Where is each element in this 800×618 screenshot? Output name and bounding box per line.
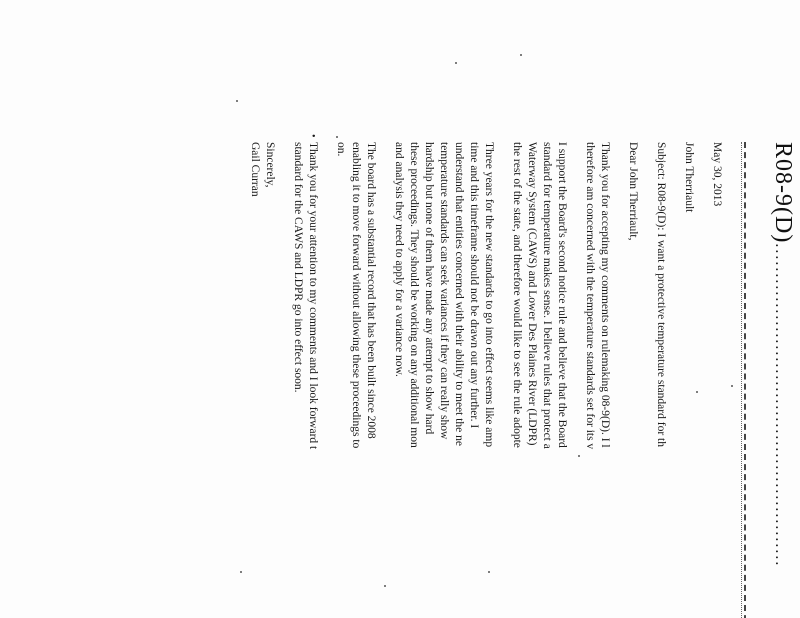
- paragraph-line: the rest of the state, and therefore would like to see the rule adopte: [511, 142, 523, 448]
- paragraph: [582, 142, 612, 618]
- paragraph-line: Waterway System (CAWS) and Lower Des Plaines River (LDPR): [526, 142, 538, 446]
- paragraph: [333, 142, 378, 618]
- paragraph: [509, 142, 569, 618]
- paragraph-line: and analysis they need to apply for a variance now.: [393, 142, 405, 377]
- scan-speck: [240, 571, 242, 573]
- paragraph-line: enabling it to move forward without allowing these proceedings to: [350, 142, 362, 449]
- closing: Sincerely,: [264, 142, 276, 188]
- letter-date: May 30, 2013: [711, 142, 723, 207]
- letter-text: [247, 134, 724, 618]
- header-rule: [744, 142, 746, 618]
- scan-speck: [236, 100, 238, 102]
- paragraph-line: hardship but none of them have made any attempt to show hard: [423, 142, 435, 435]
- header-rule-secondary: [741, 142, 742, 618]
- paragraph-line: I support the Board's second notice rule and believe that the Board: [556, 142, 568, 448]
- signature-name: Gail Curran: [249, 142, 261, 197]
- paragraph-line: time and this timeframe should not be drawn out any further. I: [468, 142, 480, 429]
- subject-line: Subject: R08-9(D): I want a protective temperature standard for th: [655, 142, 667, 447]
- salutation: Dear John Therriault,: [627, 142, 639, 241]
- paragraph: [391, 142, 496, 618]
- paragraph-line: Three years for the new standards to go into effect seems like amp: [483, 142, 495, 448]
- scan-speck: [520, 54, 522, 56]
- header-dots: ......................................................: [772, 243, 789, 568]
- document-header: [769, 142, 796, 567]
- scan-speck: [455, 62, 457, 64]
- paragraph: [290, 134, 320, 618]
- paragraph-line: Thank you for your attention to my comments and I look forward t: [307, 142, 319, 450]
- paragraph-line: Thank you for accepting my comments on rulemaking 08-9(D). I l: [599, 142, 611, 448]
- paragraph-line: on.: [335, 142, 347, 157]
- paragraph-line: these proceedings. They should be working on any additional mon: [408, 142, 420, 448]
- recipient-name: John Therriault: [683, 142, 695, 213]
- scan-speck: [336, 136, 338, 138]
- paragraph-line: temperature standards can seek variances if they can really show: [438, 142, 450, 440]
- paragraph-line: standard for the CAWS and LDPR go into effect soon.: [292, 142, 304, 393]
- margin-mark: •: [307, 134, 318, 138]
- paragraph-line: understand that entities concerned with their ability to meet the ne: [453, 142, 465, 447]
- paragraph-line: standard for temperature makes sense. I believe rules that protect a: [541, 142, 553, 449]
- paragraph-line: therefore am concerned with the temperature standards set for its v: [584, 142, 596, 450]
- letter-body: [249, 134, 800, 618]
- paragraph-line: The board has a substantial record that has been built since 2008: [365, 142, 377, 439]
- docket-number: R08-9(D): [770, 142, 796, 244]
